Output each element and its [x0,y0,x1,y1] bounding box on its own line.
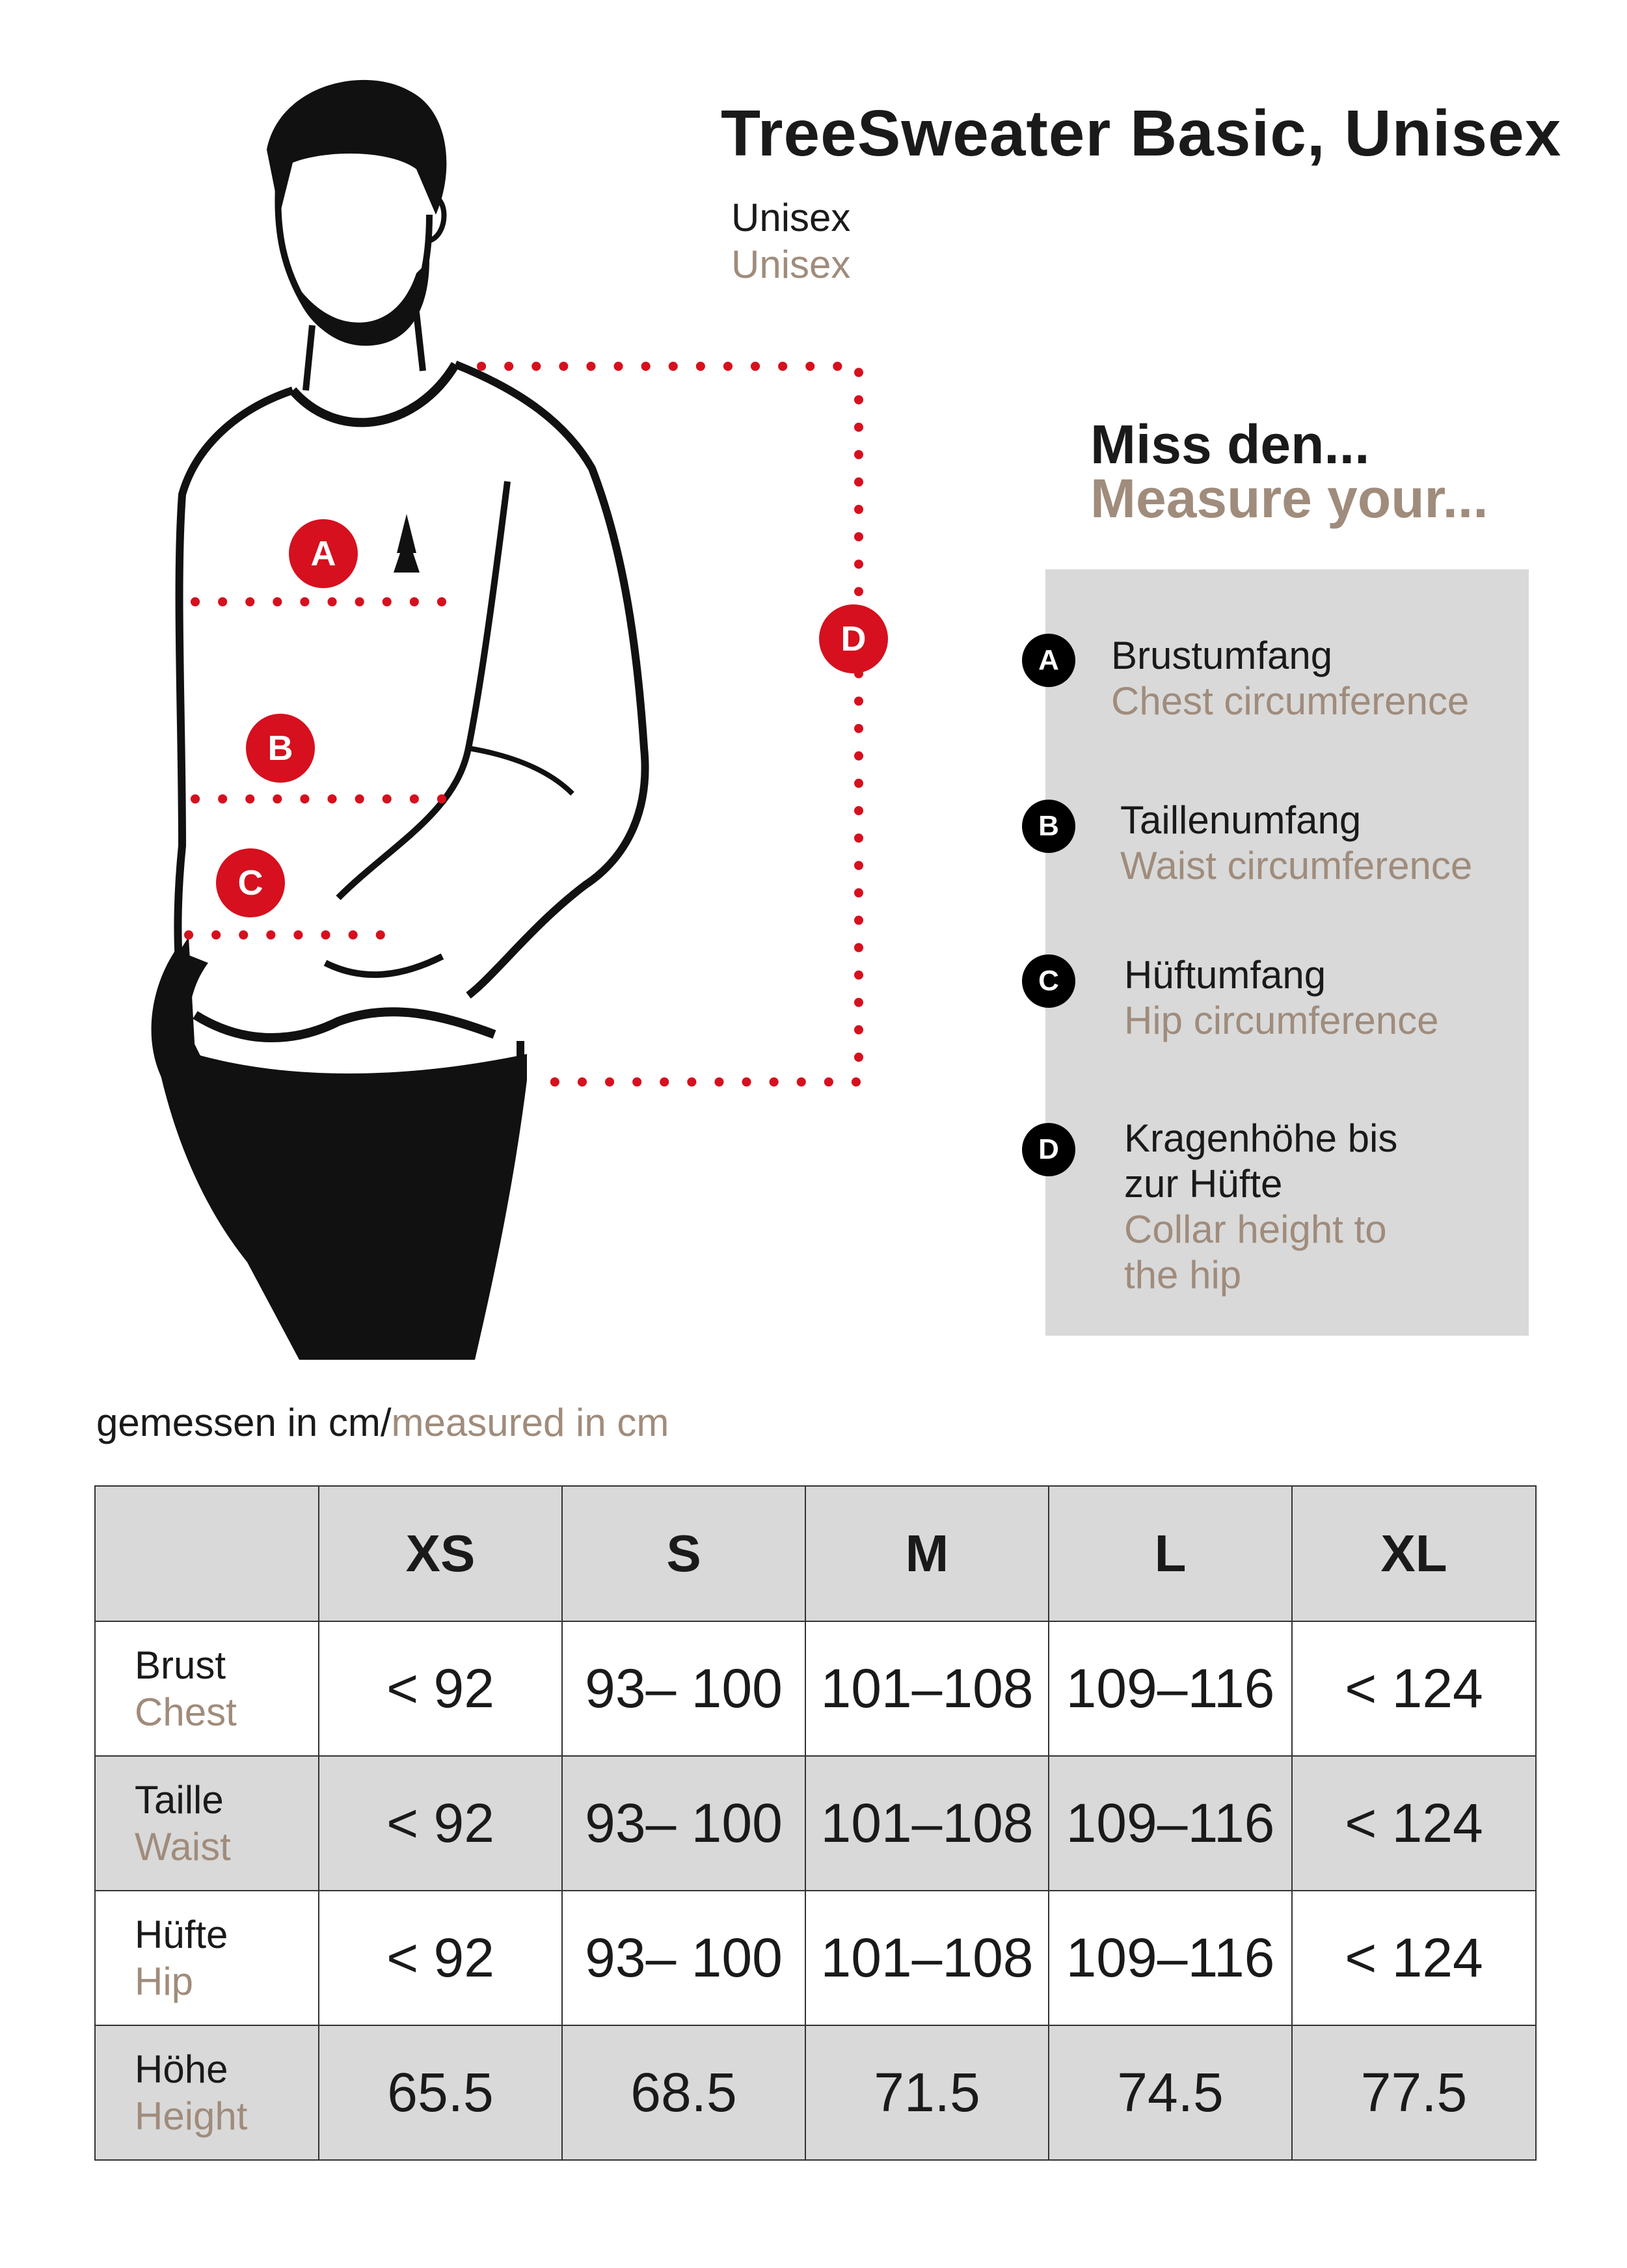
legend-label-de: Brustumfang [1111,634,1333,677]
size-header-l: L [1049,1486,1292,1621]
table-cell: 109–116 [1049,1756,1292,1891]
measure-heading-de: Miss den... [1090,414,1370,475]
legend-badge-a: A [1022,634,1075,687]
legend-label-en: Hip circumference [1124,999,1439,1042]
row-label-de: Hüfte [135,1912,228,1956]
table-cell: 93– 100 [562,1621,805,1756]
legend-label-en: Waist circumference [1120,844,1473,887]
table-cell: < 92 [319,1756,562,1891]
unit-note-en: measured in cm [391,1401,669,1444]
legend-label-en: Chest circumference [1111,679,1470,723]
legend-badge-b: B [1022,800,1075,853]
table-cell: < 92 [319,1621,562,1756]
legend-item-d [1124,1116,1397,1298]
table-row-chest [95,1621,1536,1756]
row-label-en: Waist [135,1824,231,1869]
row-label-en: Chest [135,1690,237,1734]
legend-item-b [1120,798,1472,889]
legend-item-c [1124,952,1439,1044]
table-cell: 109–116 [1049,1891,1292,2025]
unit-note-de: gemessen in cm/ [96,1401,392,1444]
table-cell: 71.5 [805,2025,1049,2160]
row-label [95,1621,319,1756]
table-cell: 65.5 [319,2025,562,2160]
size-table [94,1485,1537,2161]
legend-label-de: Kragenhöhe bis [1124,1116,1398,1160]
legend-label-en: Collar height to [1124,1208,1387,1251]
legend-label-de: Hüftumfang [1124,953,1326,997]
table-cell: 101–108 [805,1621,1049,1756]
row-label [95,2025,319,2160]
marker-a: A [289,519,358,588]
legend-item-a [1111,633,1469,724]
measure-heading-en: Measure your... [1090,468,1488,529]
row-label-de: Höhe [135,2047,228,2091]
table-cell: < 124 [1292,1756,1536,1891]
size-header-xl: XL [1292,1486,1536,1621]
size-header-xs: XS [319,1486,562,1621]
table-cell: 109–116 [1049,1621,1292,1756]
table-cell: 101–108 [805,1756,1049,1891]
subtitle-de: Unisex [731,196,851,239]
legend-badge-c: C [1022,954,1075,1008]
table-row-waist [95,1756,1536,1891]
table-cell: < 92 [319,1891,562,2025]
marker-d: D [819,604,888,673]
table-cell: 74.5 [1049,2025,1292,2160]
row-label-de: Taille [135,1777,224,1822]
row-label-en: Hip [135,1959,194,2003]
line-d [481,366,859,1082]
table-cell: 77.5 [1292,2025,1536,2160]
row-label-de: Brust [135,1643,226,1687]
legend-label-de: Taillenumfang [1120,798,1362,842]
legend-label-de: zur Hüfte [1124,1162,1283,1206]
table-header-row [95,1486,1536,1621]
table-cell: < 124 [1292,1621,1536,1756]
size-header-m: M [805,1486,1049,1621]
subtitle-en: Unisex [731,243,851,286]
table-cell: 93– 100 [562,1756,805,1891]
table-cell: 68.5 [562,2025,805,2160]
table-corner-cell [95,1486,319,1621]
table-cell: < 124 [1292,1891,1536,2025]
table-row-height [95,2025,1536,2160]
size-header-s: S [562,1486,805,1621]
marker-b: B [246,714,315,783]
legend-badge-d: D [1022,1123,1075,1176]
marker-c: C [216,848,285,917]
row-label-en: Height [135,2094,248,2138]
row-label [95,1891,319,2025]
unit-note [96,1400,669,1445]
page-title: TreeSweater Basic, Unisex [721,97,1562,170]
row-label [95,1756,319,1891]
legend-label-en: the hip [1124,1253,1242,1297]
table-cell: 101–108 [805,1891,1049,2025]
table-row-hip [95,1891,1536,2025]
table-cell: 93– 100 [562,1891,805,2025]
